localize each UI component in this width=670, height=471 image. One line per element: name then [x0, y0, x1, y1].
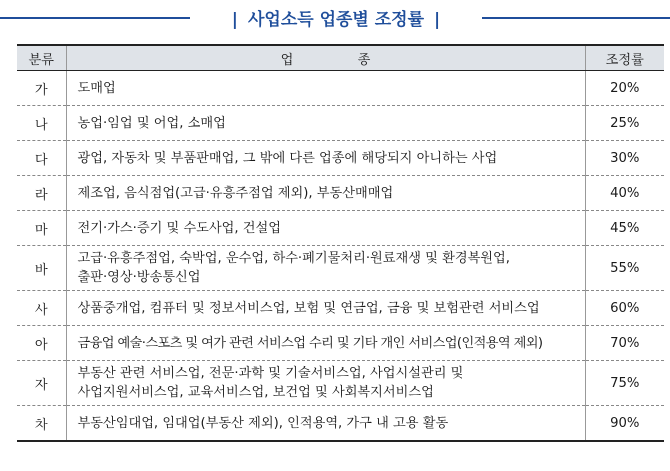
row-industry: 도매업 [66, 71, 585, 106]
table-row [17, 361, 664, 406]
row-industry: 제조업, 음식점업(고급·유흥주점업 제외), 부동산매매업 [66, 176, 585, 211]
row-rate: 55% [585, 246, 664, 291]
row-category: 바 [17, 246, 66, 291]
table-row [17, 211, 664, 246]
title-bar-glyph-left: | [231, 10, 238, 30]
row-industry: 부동산임대업, 임대업(부동산 제외), 인적용역, 가구 내 고용 활동 [66, 406, 585, 442]
row-category: 자 [17, 361, 66, 406]
table-row [17, 71, 664, 106]
table-row [17, 406, 664, 442]
row-industry-line: 사업지원서비스업, 교육서비스업, 보건업 및 사회복지서비스업 [77, 385, 434, 400]
row-industry: 전기·가스·증기 및 수도사업, 건설업 [66, 211, 585, 246]
row-rate: 40% [585, 176, 664, 211]
row-category: 사 [17, 291, 66, 326]
row-industry: 광업, 자동차 및 부품판매업, 그 밖에 다른 업종에 해당되지 아니하는 사업 [66, 141, 585, 176]
table-row [17, 176, 664, 211]
row-category: 아 [17, 326, 66, 361]
table-row [17, 246, 664, 291]
row-category: 나 [17, 106, 66, 141]
row-industry: 금융업 예술·스포츠 및 여가 관련 서비스업 수리 및 기타 개인 서비스업(인적용역 제외) [66, 326, 585, 361]
row-industry-line: 출판·영상·방송통신업 [77, 270, 201, 285]
row-industry: 상품중개업, 컴퓨터 및 정보서비스업, 보험 및 연금업, 금융 및 보험관련 서비스업 [66, 291, 585, 326]
row-rate: 60% [585, 291, 664, 326]
row-rate: 45% [585, 211, 664, 246]
title-rule-right [482, 17, 670, 19]
row-rate: 25% [585, 106, 664, 141]
row-category: 마 [17, 211, 66, 246]
table-row [17, 141, 664, 176]
row-industry: 농업·임업 및 어업, 소매업 [66, 106, 585, 141]
row-rate: 20% [585, 71, 664, 106]
row-rate: 70% [585, 326, 664, 361]
row-industry [66, 246, 585, 291]
row-rate: 90% [585, 406, 664, 442]
row-category: 라 [17, 176, 66, 211]
row-industry-line: 고급·유흥주점업, 숙박업, 운수업, 하수·폐기물처리·원료재생 및 환경복원업, [77, 251, 510, 266]
header-industry: 업 종 [66, 45, 585, 71]
table-row [17, 106, 664, 141]
row-category: 차 [17, 406, 66, 442]
title-bar-glyph-right: | [434, 10, 441, 30]
row-rate: 75% [585, 361, 664, 406]
table-row [17, 291, 664, 326]
header-category: 분류 [17, 45, 66, 71]
row-category: 다 [17, 141, 66, 176]
title-bar [0, 0, 670, 36]
row-industry-line: 부동산 관련 서비스업, 전문·과학 및 기술서비스업, 사업시설관리 및 [77, 366, 464, 381]
header-rate: 조정률 [585, 45, 664, 71]
title-label: 사업소득 업종별 조정률 [247, 10, 425, 30]
row-industry [66, 361, 585, 406]
row-rate: 30% [585, 141, 664, 176]
page-title [190, 5, 482, 30]
row-category: 가 [17, 71, 66, 106]
table-row [17, 326, 664, 361]
table-header-row [17, 45, 664, 71]
title-rule-left [0, 17, 190, 19]
adjustment-rate-table [17, 44, 664, 442]
